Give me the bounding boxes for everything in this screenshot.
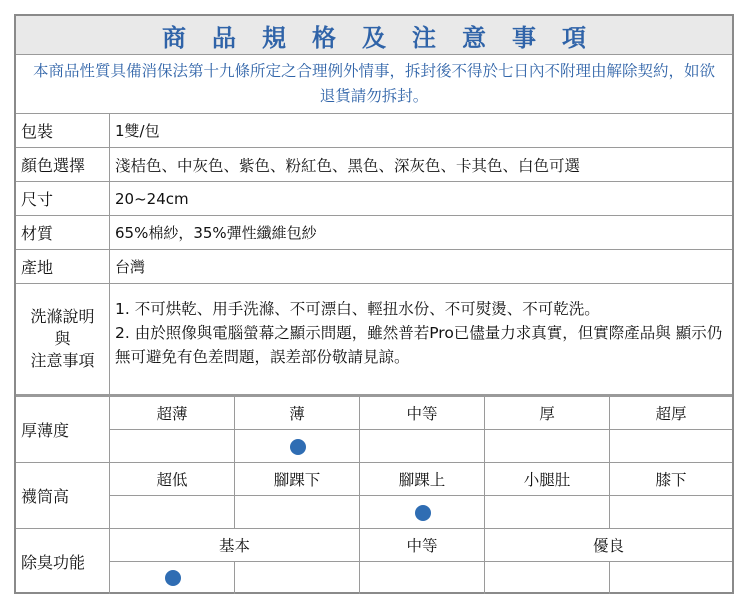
rating-option: 優良 xyxy=(485,529,732,562)
spec-title: 商品規格及注意事項 xyxy=(162,23,612,52)
rating-slot xyxy=(485,430,610,463)
rating-slot xyxy=(110,496,235,529)
selected-dot-icon xyxy=(165,570,181,586)
care-item-1: 1. 不可烘乾、用手洗滌、不可漂白、輕扭水份、不可熨燙、不可乾洗。 xyxy=(115,300,600,318)
spec-row-origin xyxy=(16,250,732,284)
spec-value: 1雙/包 xyxy=(115,122,160,140)
selected-dot-icon xyxy=(290,439,306,455)
rating-option: 腳踝上 xyxy=(360,463,485,496)
return-notice-text: 本商品性質具備消保法第十九條所定之合理例外情事，拆封後不得於七日內不附理由解除契約，如欲退貨請勿拆封。 xyxy=(32,62,715,105)
spec-label: 材質 xyxy=(16,216,110,249)
care-label-line3: 注意事項 xyxy=(30,351,95,370)
rating-indicator xyxy=(110,562,235,594)
selected-dot-icon xyxy=(415,505,431,521)
spec-value: 淺桔色、中灰色、紫色、粉紅色、黑色、深灰色、卡其色、白色可選 xyxy=(115,156,581,175)
rating-deodorant xyxy=(16,529,732,594)
rating-sock-height xyxy=(16,463,732,529)
rating-slot xyxy=(610,562,732,594)
rating-slot xyxy=(360,430,485,463)
spec-value: 20~24cm xyxy=(115,189,189,208)
care-label-line1: 洗滌說明 xyxy=(30,307,95,326)
rating-label: 除臭功能 xyxy=(16,529,110,594)
care-label xyxy=(16,284,110,394)
spec-row-material xyxy=(16,216,732,250)
rating-label: 襪筒高 xyxy=(16,463,110,529)
spec-label: 尺寸 xyxy=(16,182,110,215)
spec-row-colors xyxy=(16,148,732,182)
rating-option: 中等 xyxy=(360,529,485,562)
care-item-2: 2. 由於照像與電腦螢幕之顯示問題，雖然普若Pro已儘量力求真實，但實際產品與 顯示仍無可避免有色差問題，誤差部份敬請見諒。 xyxy=(115,324,723,366)
rating-option: 小腿肚 xyxy=(485,463,610,496)
spec-title-bar xyxy=(16,16,732,55)
rating-slot xyxy=(610,430,732,463)
care-label-line2: 與 xyxy=(54,329,71,348)
rating-slot xyxy=(235,496,360,529)
rating-option: 膝下 xyxy=(610,463,732,496)
rating-option: 薄 xyxy=(235,397,360,430)
return-notice xyxy=(16,55,732,114)
rating-indicator xyxy=(235,430,360,463)
rating-option: 厚 xyxy=(485,397,610,430)
rating-thickness xyxy=(16,397,732,463)
spec-value: 65%棉紗，35%彈性纖維包紗 xyxy=(115,224,317,242)
spec-value: 台灣 xyxy=(115,258,146,276)
rating-option: 超薄 xyxy=(110,397,235,430)
rating-slot xyxy=(610,496,732,529)
rating-option: 超厚 xyxy=(610,397,732,430)
rating-slot xyxy=(360,562,485,594)
rating-slot xyxy=(235,562,360,594)
rating-label: 厚薄度 xyxy=(16,397,110,463)
spec-label: 顏色選擇 xyxy=(16,148,110,181)
spec-label: 包裝 xyxy=(16,114,110,147)
rating-slot xyxy=(485,496,610,529)
spec-row-size xyxy=(16,182,732,216)
rating-option: 超低 xyxy=(110,463,235,496)
care-text xyxy=(115,284,726,394)
spec-sheet xyxy=(14,14,734,594)
spec-row-packaging xyxy=(16,114,732,148)
rating-option: 腳踝下 xyxy=(235,463,360,496)
rating-indicator xyxy=(360,496,485,529)
spec-row-care xyxy=(16,284,732,394)
rating-option: 基本 xyxy=(110,529,360,562)
rating-option: 中等 xyxy=(360,397,485,430)
rating-slot xyxy=(110,430,235,463)
spec-label: 產地 xyxy=(16,250,110,283)
rating-slot xyxy=(485,562,610,594)
